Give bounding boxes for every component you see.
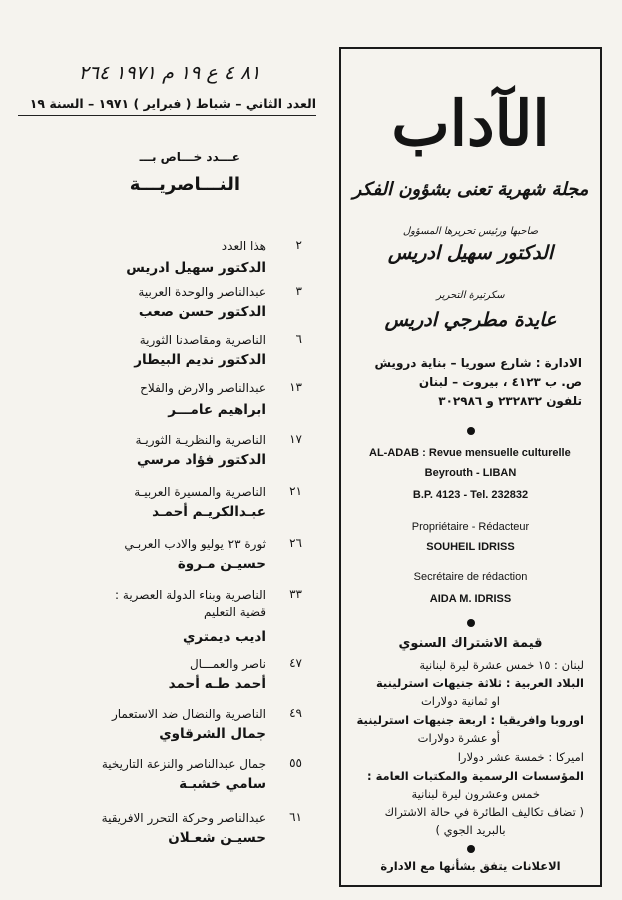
subscription-line: لبنان : ١٥ خمس عشرة ليرة لبنانية (419, 658, 584, 672)
ads-note: الاعلانات يتفق بشأنها مع الادارة (380, 859, 561, 873)
latin-magazine-name: AL-ADAB : Revue mensuelle culturelle (369, 447, 571, 459)
latin-city: Beyrouth - LIBAN (424, 467, 517, 479)
masthead-box (339, 47, 602, 887)
latin-owner-name: SOUHEIL IDRISS (426, 541, 515, 553)
toc-author: سامي خشبـة (179, 776, 266, 792)
bullet-dot-icon (467, 845, 475, 853)
handwritten-archive-note: ٨١ ٤ ع ١٩ م ١٩٧١ ٢٦٤ (78, 62, 261, 84)
bullet-dot-icon (467, 619, 475, 627)
subscription-line: اميركا : خمسة عشر دولارا (457, 750, 584, 764)
toc-page-number: ٥٥ (289, 756, 302, 770)
owner-name: الدكتور سهيل ادريس (387, 242, 554, 264)
issue-date-line: العدد الثاني – شباط ( فبراير ) ١٩٧١ – السنة ١٩ (18, 96, 316, 116)
toc-article-title: الناصرية وبناء الدولة العصرية : (115, 588, 266, 602)
address-line: ص. ب ٤١٢٣ ، بيروت – لبنان (418, 375, 582, 389)
toc-page-number: ٤٩ (289, 706, 302, 720)
toc-author: الدكتور حسن صعب (138, 304, 266, 320)
toc-page-number: ١٧ (289, 432, 302, 446)
secretary-name: عايدة مطرجي ادريس (384, 309, 557, 331)
toc-author: حسيـن شعـلان (168, 830, 266, 846)
toc-page-number: ١٣ (289, 380, 302, 394)
toc-article-title: الناصرية والنضال ضد الاستعمار (111, 707, 266, 721)
latin-secretary-name: AIDA M. IDRISS (429, 593, 512, 605)
subscription-line: أو عشرة دولارات (417, 731, 500, 745)
toc-article-title: جمال عبدالناصر والنزعة التاريخية (101, 757, 266, 771)
toc-author: حسيـن مـروة (177, 556, 266, 572)
owner-label: صاحبها ورئيس تحريرها المسؤول (402, 226, 539, 237)
toc-article-title: عبدالناصر والوحدة العربية (138, 285, 266, 299)
special-issue-title: النـــاصريـــة (129, 174, 240, 195)
toc-page-number: ٣ (295, 284, 302, 298)
toc-article-title: هذا العدد (221, 239, 266, 253)
bullet-dot-icon (467, 427, 475, 435)
subscription-heading: قيمة الاشتراك السنوي (398, 636, 543, 651)
toc-page-number: ٢٦ (289, 536, 302, 550)
latin-secretary-label: Secrétaire de rédaction (413, 571, 528, 583)
toc-author: عبـدالكريـم أحمـد (152, 504, 266, 520)
toc-author: الدكتور نديم البيطار (134, 352, 266, 368)
toc-page-number: ٢ (295, 238, 302, 252)
toc-article-title: ناصر والعمـــال (189, 657, 266, 671)
toc-article-title: الناصرية والمسيرة العربيـة (134, 485, 266, 499)
subscription-line: البلاد العربية : ثلاثة جنيهات استرلينية (375, 676, 584, 690)
toc-article-title: الناصرية ومقاصدنا الثورية (139, 333, 266, 347)
toc-article-title: ثورة ٢٣ يوليو والادب العربـي (124, 537, 266, 551)
toc-author: الدكتور فؤاد مرسي (136, 452, 266, 468)
address-line: الادارة : شارع سوريا – بناية درويش (374, 356, 582, 370)
subscription-line: خمس وعشرون ليرة لبنانية (411, 787, 540, 801)
magazine-masthead-logo: الآداب (391, 87, 550, 160)
toc-article-title-line2: قضية التعليم (204, 605, 266, 619)
toc-page-number: ٦ (295, 332, 302, 346)
toc-page-number: ٣٣ (289, 587, 302, 601)
magazine-tagline: مجلة شهرية تعنى بشؤون الفكر (352, 179, 589, 200)
toc-article-title: الناصرية والنظريـة الثوريـة (135, 433, 266, 447)
toc-page-number: ٦١ (289, 810, 302, 824)
toc-author: الدكتور سهيل ادريس (126, 260, 266, 276)
toc-author: أحمد طـه أحمد (168, 676, 266, 692)
toc-article-title: عبدالناصر والارض والفلاح (140, 381, 266, 395)
toc-page-number: ٤٧ (289, 656, 302, 670)
special-issue-label: عـــدد خـــاص بـــ (139, 150, 240, 164)
latin-address: B.P. 4123 - Tel. 232832 (412, 489, 529, 501)
toc-author: اديب ديمتري (183, 629, 266, 645)
subscription-line: المؤسسات الرسمية والمكتبات العامة : (366, 769, 584, 783)
toc-article-title: عبدالناصر وحركة التحرر الافريقية (101, 811, 266, 825)
secretary-label: سكرتيرة التحرير (436, 290, 505, 301)
subscription-line: ( تضاف تكاليف الطائرة في حالة الاشتراك (384, 805, 584, 819)
toc-page-number: ٢١ (289, 484, 302, 498)
subscription-line: اوروبا وافريقيا : اربعة جنيهات استرلينية (356, 713, 584, 727)
subscription-line: او ثمانية دولارات (420, 694, 500, 708)
subscription-line: بالبريد الجوي ) (435, 823, 506, 837)
latin-owner-label: Propriétaire - Rédacteur (411, 521, 530, 533)
address-line: تلفون ٢٣٢٨٣٢ و ٣٠٢٩٨٦ (438, 394, 582, 408)
toc-author: ابراهيم عامـــر (168, 402, 266, 418)
toc-author: جمال الشرقاوي (159, 726, 266, 742)
